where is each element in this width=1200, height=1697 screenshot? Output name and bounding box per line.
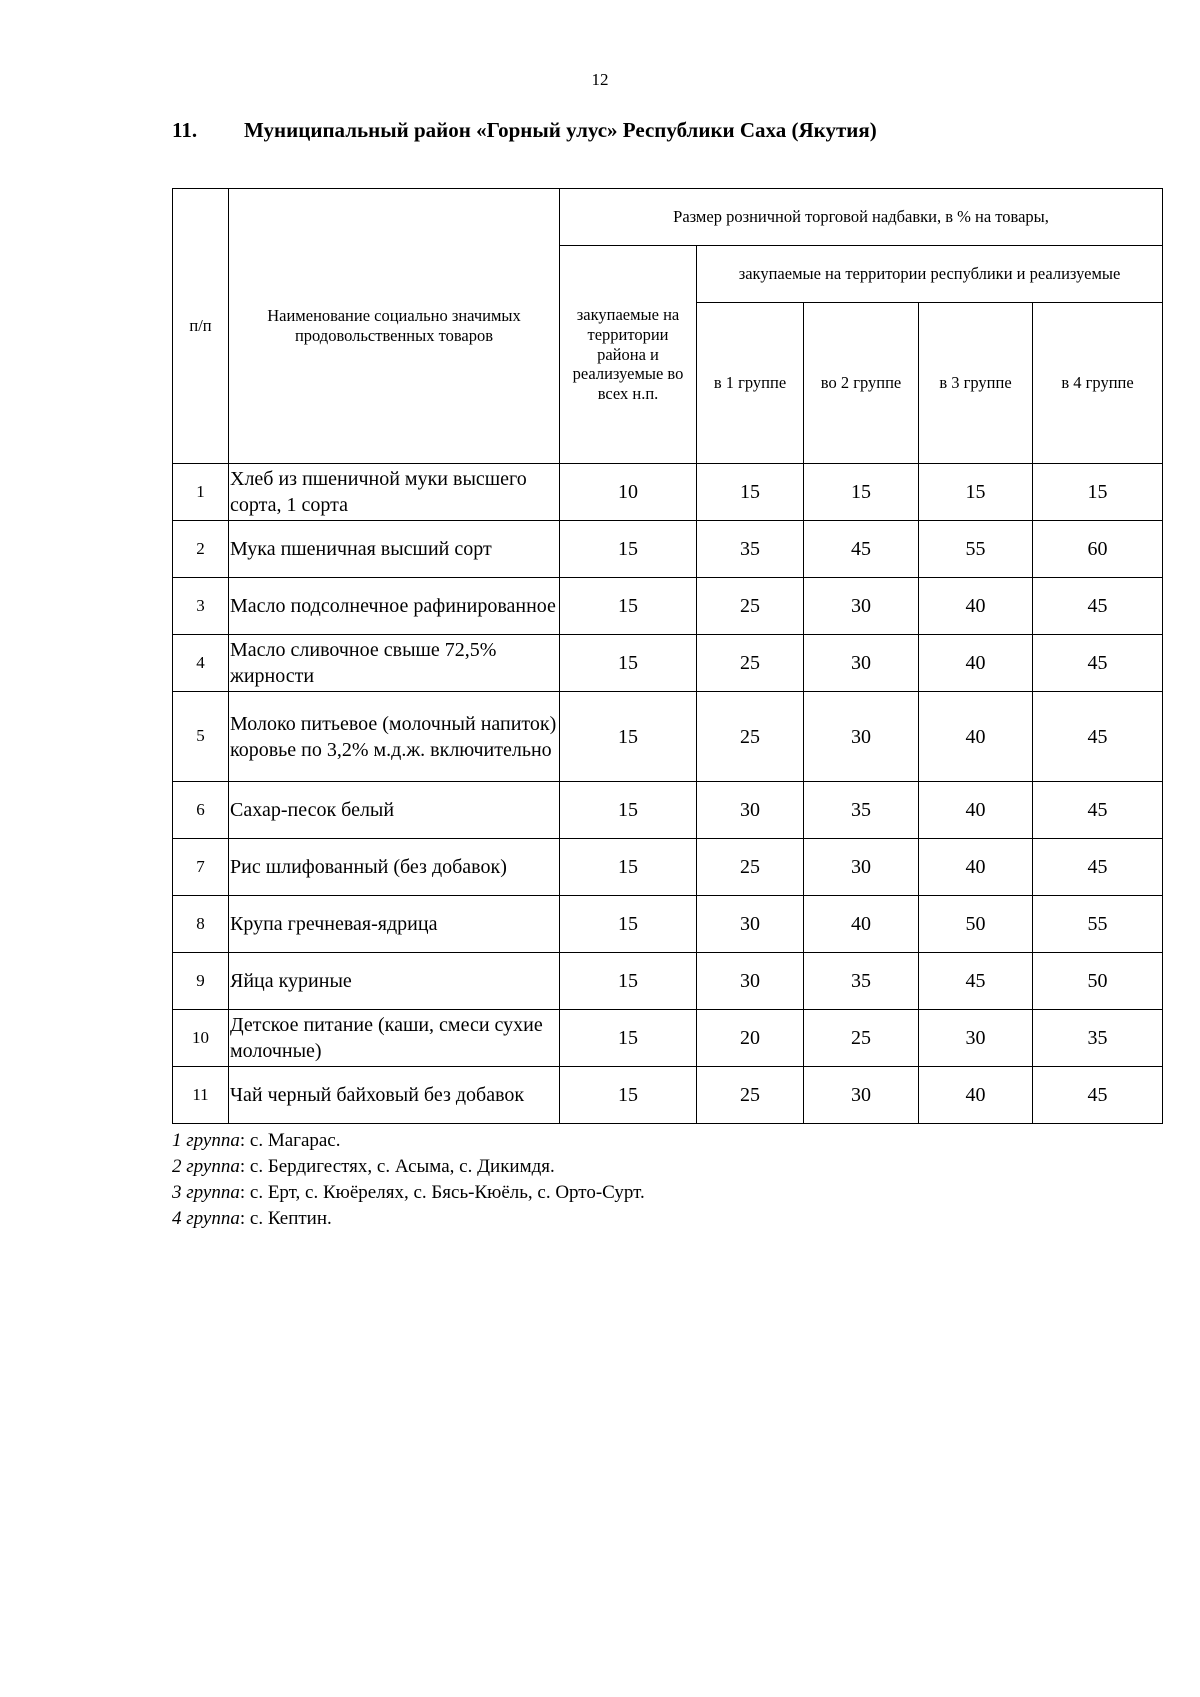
section-heading xyxy=(172,118,1172,143)
header-group-4: в 4 группе xyxy=(1033,303,1163,464)
group-3-markup-cell: 40 xyxy=(919,839,1033,896)
table-row xyxy=(173,578,1163,635)
page-number: 12 xyxy=(591,70,609,89)
group-1-markup-cell: 25 xyxy=(697,635,804,692)
group-4-markup-cell: 55 xyxy=(1033,896,1163,953)
group-3-markup-cell: 40 xyxy=(919,692,1033,782)
header-group-1: в 1 группе xyxy=(697,303,804,464)
group-4-markup-cell: 45 xyxy=(1033,782,1163,839)
group-1-markup-cell: 30 xyxy=(697,896,804,953)
group-note-text: : с. Ерт, с. Кюёрелях, с. Бясь-Кюёль, с. Орто-Сурт. xyxy=(239,1182,645,1203)
group-3-markup-cell: 45 xyxy=(919,953,1033,1010)
header-markup-title: Размер розничной торговой надбавки, в % на товары, xyxy=(560,189,1163,246)
group-4-markup-cell: 35 xyxy=(1033,1010,1163,1067)
header-group-2: во 2 группе xyxy=(804,303,919,464)
table-row xyxy=(173,782,1163,839)
group-1-markup-cell: 20 xyxy=(697,1010,804,1067)
product-name-cell: Мука пшеничная высший сорт xyxy=(229,521,560,578)
row-number-cell: 2 xyxy=(173,521,229,578)
group-1-markup-cell: 30 xyxy=(697,782,804,839)
row-number-cell: 4 xyxy=(173,635,229,692)
product-name-cell: Масло подсолнечное рафинированное xyxy=(229,578,560,635)
product-name-cell: Молоко питьевое (молочный напиток) коровье по 3,2% м.д.ж. включительно xyxy=(229,692,560,782)
row-number-cell: 7 xyxy=(173,839,229,896)
product-name-cell: Масло сливочное свыше 72,5% жирности xyxy=(229,635,560,692)
group-4-markup-cell: 60 xyxy=(1033,521,1163,578)
group-note xyxy=(172,1180,1072,1206)
group-2-markup-cell: 30 xyxy=(804,578,919,635)
district-markup-cell: 15 xyxy=(560,782,697,839)
table-body xyxy=(173,464,1163,1124)
group-2-markup-cell: 30 xyxy=(804,1067,919,1124)
group-3-markup-cell: 15 xyxy=(919,464,1033,521)
group-1-markup-cell: 25 xyxy=(697,578,804,635)
section-number: 11. xyxy=(172,118,198,142)
group-note xyxy=(172,1128,1072,1154)
table-row xyxy=(173,896,1163,953)
group-4-markup-cell: 45 xyxy=(1033,1067,1163,1124)
group-1-markup-cell: 25 xyxy=(697,1067,804,1124)
group-4-markup-cell: 45 xyxy=(1033,635,1163,692)
group-1-markup-cell: 30 xyxy=(697,953,804,1010)
group-3-markup-cell: 40 xyxy=(919,578,1033,635)
group-4-markup-cell: 15 xyxy=(1033,464,1163,521)
table-row xyxy=(173,521,1163,578)
group-2-markup-cell: 30 xyxy=(804,839,919,896)
group-note xyxy=(172,1154,1072,1180)
table-row xyxy=(173,692,1163,782)
group-note-label: 2 группа xyxy=(172,1156,240,1177)
product-name-cell: Крупа гречневая-ядрица xyxy=(229,896,560,953)
group-1-markup-cell: 25 xyxy=(697,692,804,782)
group-2-markup-cell: 30 xyxy=(804,692,919,782)
table-row xyxy=(173,464,1163,521)
group-1-markup-cell: 35 xyxy=(697,521,804,578)
row-number-cell: 3 xyxy=(173,578,229,635)
header-district: закупаемые на территории района и реализуемые во всех н.п. xyxy=(560,246,697,464)
group-3-markup-cell: 55 xyxy=(919,521,1033,578)
group-4-markup-cell: 45 xyxy=(1033,839,1163,896)
group-4-markup-cell: 50 xyxy=(1033,953,1163,1010)
group-2-markup-cell: 35 xyxy=(804,782,919,839)
group-2-markup-cell: 15 xyxy=(804,464,919,521)
district-markup-cell: 15 xyxy=(560,578,697,635)
product-name-cell: Рис шлифованный (без добавок) xyxy=(229,839,560,896)
group-2-markup-cell: 30 xyxy=(804,635,919,692)
section-title: Муниципальный район «Горный улус» Республики Саха (Якутия) xyxy=(244,118,877,142)
group-4-markup-cell: 45 xyxy=(1033,692,1163,782)
markup-table xyxy=(172,188,1163,1124)
group-note-label: 1 группа xyxy=(172,1130,240,1151)
row-number-cell: 6 xyxy=(173,782,229,839)
group-note-text: : с. Бердигестях, с. Асыма, с. Дикимдя. xyxy=(239,1156,555,1177)
group-2-markup-cell: 40 xyxy=(804,896,919,953)
group-3-markup-cell: 50 xyxy=(919,896,1033,953)
group-1-markup-cell: 25 xyxy=(697,839,804,896)
group-note xyxy=(172,1206,1072,1232)
product-name-cell: Хлеб из пшеничной муки высшего сорта, 1 сорта xyxy=(229,464,560,521)
row-number-cell: 9 xyxy=(173,953,229,1010)
group-2-markup-cell: 35 xyxy=(804,953,919,1010)
group-note-label: 3 группа xyxy=(172,1182,240,1203)
table-row xyxy=(173,953,1163,1010)
district-markup-cell: 15 xyxy=(560,521,697,578)
header-republic: закупаемые на территории республики и реализуемые xyxy=(697,246,1163,303)
row-number-cell: 11 xyxy=(173,1067,229,1124)
row-number-cell: 5 xyxy=(173,692,229,782)
group-note-label: 4 группа xyxy=(172,1208,240,1229)
row-number-cell: 8 xyxy=(173,896,229,953)
district-markup-cell: 15 xyxy=(560,1067,697,1124)
group-3-markup-cell: 40 xyxy=(919,635,1033,692)
product-name-cell: Чай черный байховый без добавок xyxy=(229,1067,560,1124)
group-3-markup-cell: 30 xyxy=(919,1010,1033,1067)
product-name-cell: Детское питание (каши, смеси сухие молочные) xyxy=(229,1010,560,1067)
group-2-markup-cell: 25 xyxy=(804,1010,919,1067)
product-name-cell: Яйца куриные xyxy=(229,953,560,1010)
group-3-markup-cell: 40 xyxy=(919,782,1033,839)
district-markup-cell: 15 xyxy=(560,1010,697,1067)
district-markup-cell: 15 xyxy=(560,896,697,953)
table-row xyxy=(173,1067,1163,1124)
district-markup-cell: 15 xyxy=(560,635,697,692)
district-markup-cell: 10 xyxy=(560,464,697,521)
district-markup-cell: 15 xyxy=(560,839,697,896)
group-1-markup-cell: 15 xyxy=(697,464,804,521)
district-markup-cell: 15 xyxy=(560,953,697,1010)
table-row xyxy=(173,839,1163,896)
group-2-markup-cell: 45 xyxy=(804,521,919,578)
row-number-cell: 10 xyxy=(173,1010,229,1067)
header-row-number: п/п xyxy=(173,189,229,464)
row-number-cell: 1 xyxy=(173,464,229,521)
product-name-cell: Сахар-песок белый xyxy=(229,782,560,839)
group-note-text: : с. Кептин. xyxy=(239,1208,332,1229)
group-note-text: : с. Магарас. xyxy=(239,1130,341,1151)
table-row xyxy=(173,635,1163,692)
group-3-markup-cell: 40 xyxy=(919,1067,1033,1124)
header-group-3: в 3 группе xyxy=(919,303,1033,464)
group-4-markup-cell: 45 xyxy=(1033,578,1163,635)
group-notes xyxy=(172,1128,1072,1232)
district-markup-cell: 15 xyxy=(560,692,697,782)
table-row xyxy=(173,1010,1163,1067)
header-product-name: Наименование социально значимых продовольственных товаров xyxy=(229,189,560,464)
